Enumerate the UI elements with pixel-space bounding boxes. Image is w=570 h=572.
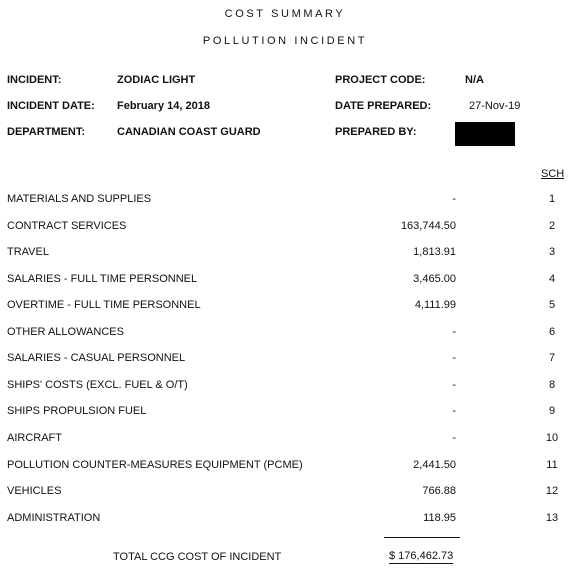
project-code-label: PROJECT CODE: xyxy=(335,74,426,86)
row-amount: - xyxy=(452,405,456,417)
row-amount: - xyxy=(452,379,456,391)
date-prepared-value: 27-Nov-19 xyxy=(469,100,521,112)
row-description: SALARIES - CASUAL PERSONNEL xyxy=(7,352,186,364)
row-amount: 1,813.91 xyxy=(413,246,456,258)
redaction-box xyxy=(455,122,515,146)
department-value: CANADIAN COAST GUARD xyxy=(117,126,261,138)
table-row xyxy=(0,246,570,262)
row-description: SALARIES - FULL TIME PERSONNEL xyxy=(7,273,198,285)
table-row xyxy=(0,193,570,209)
row-amount: 163,744.50 xyxy=(400,220,456,232)
table-row xyxy=(0,405,570,421)
row-description: ADMINISTRATION xyxy=(7,512,101,524)
table-row xyxy=(0,512,570,528)
row-description: VEHICLES xyxy=(7,485,62,497)
row-schedule: 8 xyxy=(548,379,556,391)
total-label: TOTAL CCG COST OF INCIDENT xyxy=(113,551,282,563)
row-description: AIRCRAFT xyxy=(7,432,62,444)
table-row xyxy=(0,326,570,342)
row-schedule: 2 xyxy=(548,220,556,232)
row-amount: - xyxy=(452,352,456,364)
row-amount: 766.88 xyxy=(422,485,456,497)
row-description: MATERIALS AND SUPPLIES xyxy=(7,193,152,205)
row-schedule: 9 xyxy=(548,405,556,417)
total-value: $ 176,462.73 xyxy=(389,550,454,562)
table-row xyxy=(0,220,570,236)
table-row xyxy=(0,273,570,289)
row-schedule: 11 xyxy=(546,459,558,471)
row-description: SHIPS' COSTS (EXCL. FUEL & O/T) xyxy=(7,379,188,391)
row-schedule: 6 xyxy=(548,326,556,338)
sch-column-header: SCH xyxy=(541,168,565,180)
row-description: OTHER ALLOWANCES xyxy=(7,326,124,338)
project-code-value: N/A xyxy=(465,74,484,86)
table-row xyxy=(0,485,570,501)
row-schedule: 5 xyxy=(548,299,556,311)
document-title: COST SUMMARY xyxy=(224,8,346,20)
incident-value: ZODIAC LIGHT xyxy=(117,74,196,86)
row-amount: - xyxy=(452,193,456,205)
document-subtitle: POLLUTION INCIDENT xyxy=(202,35,368,47)
subtotal-rule xyxy=(384,537,460,538)
prepared-by-label: PREPARED BY: xyxy=(335,126,417,138)
table-row xyxy=(0,432,570,448)
row-schedule: 12 xyxy=(545,485,559,497)
row-description: TRAVEL xyxy=(7,246,49,258)
row-description: CONTRACT SERVICES xyxy=(7,220,127,232)
row-description: OVERTIME - FULL TIME PERSONNEL xyxy=(7,299,201,311)
date-prepared-label: DATE PREPARED: xyxy=(335,100,432,112)
table-row xyxy=(0,352,570,368)
table-row xyxy=(0,379,570,395)
row-schedule: 4 xyxy=(548,273,556,285)
row-schedule: 1 xyxy=(548,193,556,205)
incident-date-value: February 14, 2018 xyxy=(117,100,210,112)
incident-date-label: INCIDENT DATE: xyxy=(7,100,95,112)
row-schedule: 7 xyxy=(548,352,556,364)
table-row xyxy=(0,459,570,475)
incident-label: INCIDENT: xyxy=(7,74,62,86)
row-description: SHIPS PROPULSION FUEL xyxy=(7,405,147,417)
row-description: POLLUTION COUNTER-MEASURES EQUIPMENT (PCME) xyxy=(7,459,303,471)
department-label: DEPARTMENT: xyxy=(7,126,86,138)
row-amount: - xyxy=(452,432,456,444)
table-row xyxy=(0,299,570,315)
row-amount: 118.95 xyxy=(423,512,456,524)
row-amount: 3,465.00 xyxy=(413,273,456,285)
row-schedule: 10 xyxy=(545,432,559,444)
row-amount: 2,441.50 xyxy=(413,459,456,471)
row-schedule: 3 xyxy=(548,246,556,258)
row-schedule: 13 xyxy=(545,512,559,524)
row-amount: 4,111.99 xyxy=(414,299,456,311)
row-amount: - xyxy=(452,326,456,338)
